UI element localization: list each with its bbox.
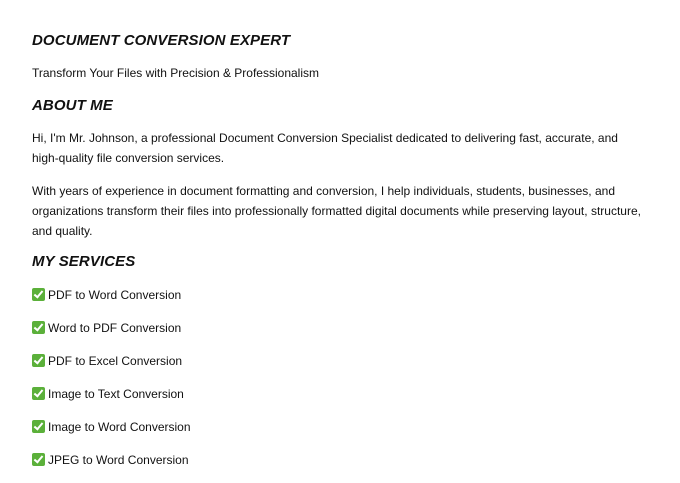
service-label: Word to PDF Conversion [48, 321, 182, 335]
about-paragraph-intro: Hi, I'm Mr. Johnson, a professional Document Conversion Specialist dedicated to delivering fast, accurate, and high-quality file conversion services. [32, 131, 618, 165]
service-item-image-to-word [32, 417, 191, 450]
check-mark-icon [32, 288, 45, 301]
service-label: PDF to Excel Conversion [48, 354, 183, 368]
check-mark-icon [32, 354, 45, 367]
service-label: JPEG to Word Conversion [48, 453, 189, 467]
service-item-word-to-pdf [32, 318, 191, 351]
service-label: Image to Word Conversion [48, 420, 191, 434]
services-list [32, 285, 191, 483]
service-label: Image to Text Conversion [48, 387, 184, 401]
service-item-jpeg-to-word [32, 450, 191, 483]
tagline: Transform Your Files with Precision & Professionalism [32, 66, 319, 80]
about-paragraph-experience: With years of experience in document formatting and conversion, I help individuals, students, businesses, and organizations transform their files into professionally formatted digital documents while preserving layout, structure, and quality. [32, 184, 641, 238]
page-title: DOCUMENT CONVERSION EXPERT [32, 32, 291, 49]
about-heading: ABOUT ME [32, 97, 113, 114]
service-item-pdf-to-word [32, 285, 191, 318]
check-mark-icon [32, 453, 45, 466]
service-item-image-to-text [32, 384, 191, 417]
check-mark-icon [32, 387, 45, 400]
check-mark-icon [32, 420, 45, 433]
service-label: PDF to Word Conversion [48, 288, 182, 302]
check-mark-icon [32, 321, 45, 334]
service-item-pdf-to-excel [32, 351, 191, 384]
services-heading: MY SERVICES [32, 253, 136, 270]
